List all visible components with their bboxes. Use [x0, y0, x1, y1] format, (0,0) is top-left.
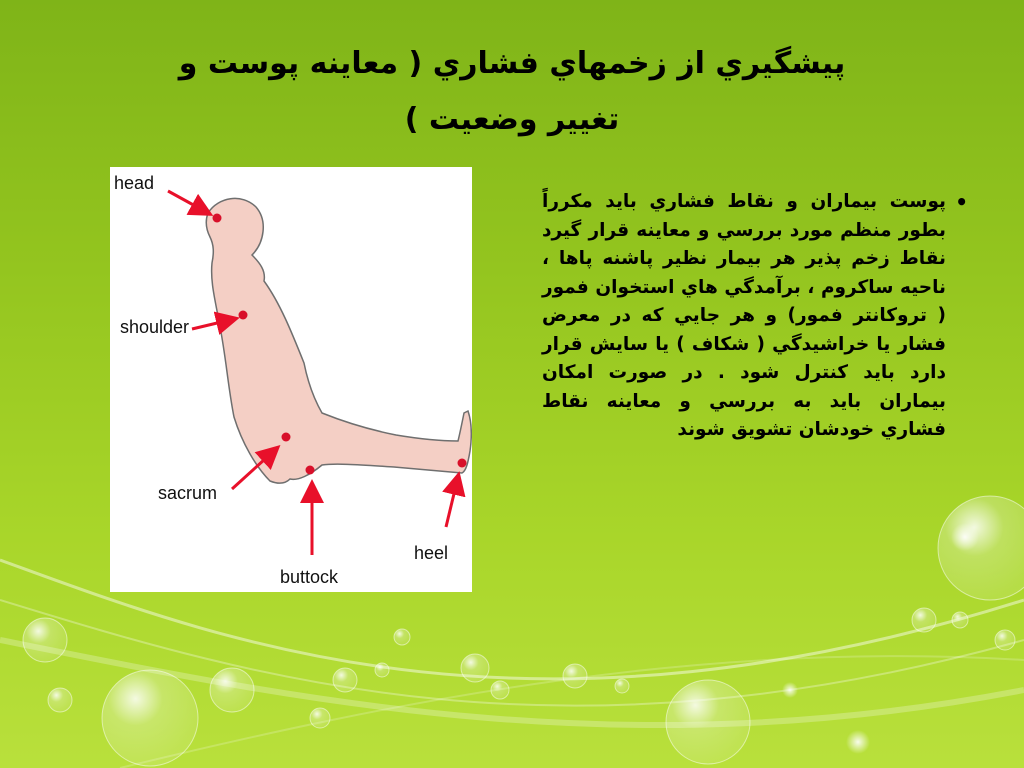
body-paragraph: پوست بيماران و نقاط فشاري بايد مكرراً بطور منظم مورد بررسي و معاينه قرار گيرد نقاط زخم پذير هر بيمار نظير پاشنه پاها ، ناحيه ساكروم ، برآمدگي هاي استخوان فمور ( تروكانتر فمور) و هر جايي كه در معرض فشار يا خراشيدگي ( شكاف ) يا سايش قرار دارد بايد كنترل شود . در صورت امكان بيماران بايد به بررسي و معاينه نقاط فشاري خودشان تشويق شوند	[542, 191, 946, 440]
bubble	[912, 608, 936, 632]
bubble	[952, 612, 968, 628]
body-silhouette	[206, 198, 471, 483]
point-buttock	[306, 466, 315, 475]
point-head	[213, 214, 222, 223]
arrow-heel	[446, 477, 458, 527]
bubble	[102, 670, 198, 766]
label-sacrum: sacrum	[158, 483, 218, 503]
label-buttock: buttock	[280, 567, 339, 587]
bubble	[563, 664, 587, 688]
arrow-head	[168, 191, 208, 213]
bubble	[210, 668, 254, 712]
bubble	[310, 708, 330, 728]
bubble	[375, 663, 389, 677]
bullet-icon: •	[955, 190, 968, 214]
bubble	[995, 630, 1015, 650]
bubble	[333, 668, 357, 692]
bubble	[394, 629, 410, 645]
bubble	[938, 496, 1024, 600]
body-text-item	[542, 188, 968, 445]
sparkle	[782, 682, 798, 698]
bubble	[666, 680, 750, 764]
bubble	[48, 688, 72, 712]
slide-title	[40, 36, 984, 148]
title-line-1: پيشگيري از زخمهاي فشاري ( معاينه پوست و	[178, 46, 846, 81]
sparkle	[951, 523, 979, 551]
label-heel: heel	[414, 543, 449, 563]
sparkle	[846, 730, 870, 754]
bubble	[491, 681, 509, 699]
body-text-list	[522, 188, 968, 445]
label-head: head	[114, 173, 155, 193]
title-line-2: تغيير وضعيت )	[404, 102, 620, 137]
point-sacrum	[282, 433, 291, 442]
point-shoulder	[239, 311, 248, 320]
label-shoulder: shoulder	[120, 317, 190, 337]
pressure-points-diagram	[110, 167, 472, 592]
bubble	[23, 618, 67, 662]
bubble	[461, 654, 489, 682]
bubble	[615, 679, 629, 693]
point-heel	[458, 459, 467, 468]
pressure-points-svg	[110, 167, 472, 592]
